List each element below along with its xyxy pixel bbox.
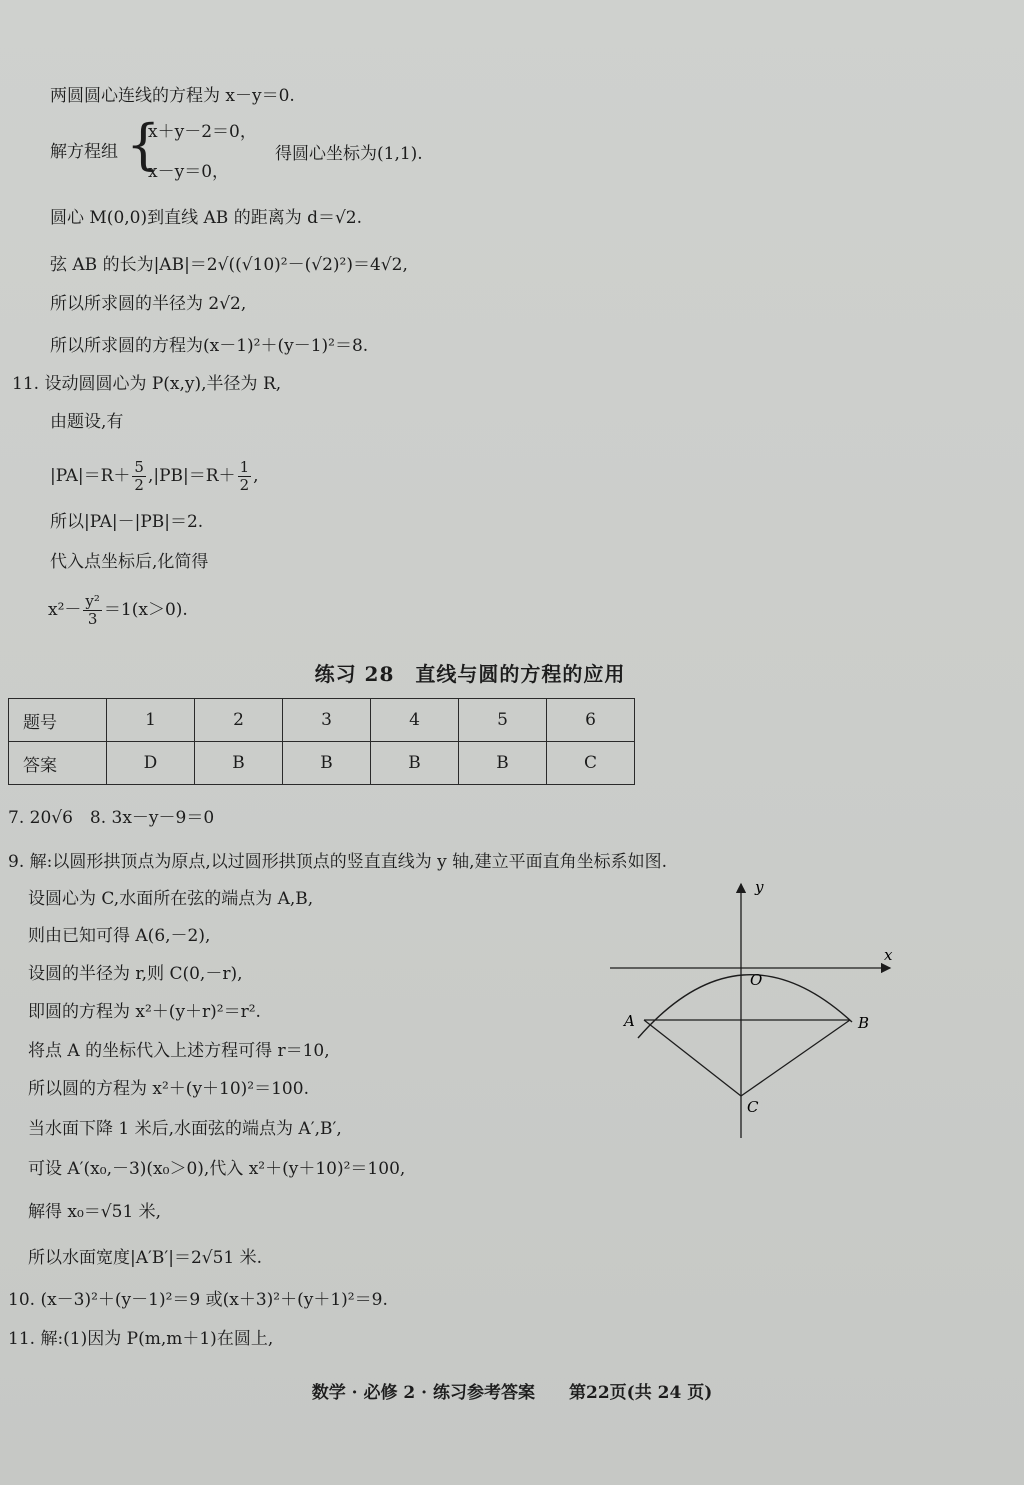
text-line: 所以所求圆的方程为(x－1)²＋(y－1)²＝8. (50, 336, 369, 356)
table-cell: 4 (371, 699, 459, 742)
text-line: 11. 设动圆圆心为 P(x,y),半径为 R, (12, 374, 282, 394)
table-row (9, 742, 635, 785)
label-b: B (858, 1014, 870, 1032)
answer-table (8, 698, 635, 785)
arch-curve (638, 975, 852, 1038)
text-line: 圆心 M(0,0)到直线 AB 的距离为 d＝√2. (50, 208, 363, 228)
text-line: 当水面下降 1 米后,水面弦的端点为 A′,B′, (28, 1119, 342, 1139)
fraction (83, 593, 102, 628)
label-x: x (884, 946, 893, 964)
table-cell: B (283, 742, 371, 785)
fraction (132, 459, 146, 494)
table-cell: 3 (283, 699, 371, 742)
brace-symbol: { (126, 113, 161, 176)
fraction-numerator: 5 (134, 458, 144, 476)
text-line: 所以圆的方程为 x²＋(y＋10)²＝100. (28, 1079, 309, 1099)
fraction-denominator: 2 (134, 476, 144, 494)
fraction-numerator: y² (85, 592, 100, 610)
formula-part: x²－ (48, 600, 82, 620)
label-c: C (747, 1098, 759, 1116)
table-header-cell: 答案 (9, 742, 107, 785)
text-line: 由题设,有 (50, 412, 124, 432)
text-line: 所以水面宽度|A′B′|＝2√51 米. (28, 1248, 263, 1268)
table-cell: B (195, 742, 283, 785)
formula-part: , (253, 466, 259, 486)
segment-bc (741, 1020, 850, 1096)
fraction (238, 459, 252, 494)
formula-part: ＝1(x＞0). (103, 600, 188, 620)
text-line: 所以所求圆的半径为 2√2, (50, 294, 247, 314)
system-suffix: 得圆心坐标为(1,1). (275, 144, 423, 164)
label-a: A (624, 1012, 635, 1030)
table-cell: B (371, 742, 459, 785)
formula-line (48, 590, 188, 630)
page-footer: 数学 · 必修 2 · 练习参考答案 第22页(共 24 页) (311, 1383, 713, 1403)
table-cell: 6 (547, 699, 635, 742)
segment-ac (644, 1020, 741, 1096)
fraction-numerator: 1 (239, 458, 250, 476)
table-row (9, 699, 635, 742)
fraction-denominator: 3 (87, 610, 98, 628)
text-line: 设圆心为 C,水面所在弦的端点为 A,B, (28, 889, 314, 909)
text-line: 所以|PA|－|PB|＝2. (50, 512, 204, 532)
table-cell: 1 (107, 699, 195, 742)
label-y: y (755, 878, 764, 896)
system-eq1: x＋y－2＝0， (148, 122, 257, 142)
text-line: 10. (x－3)²＋(y－1)²＝9 或(x＋3)²＋(y＋1)²＝9. (8, 1290, 388, 1310)
text-line: 代入点坐标后,化简得 (50, 552, 209, 572)
text-line: 即圆的方程为 x²＋(y＋r)²＝r². (28, 1002, 261, 1022)
table-cell: 5 (459, 699, 547, 742)
table-cell: 2 (195, 699, 283, 742)
table-cell: D (107, 742, 195, 785)
coordinate-figure (600, 870, 910, 1150)
system-eq2: x－y＝0， (148, 162, 230, 182)
table-cell: C (547, 742, 635, 785)
formula-part: |PA|＝R＋ (50, 466, 131, 486)
table-cell: B (459, 742, 547, 785)
label-o: O (750, 971, 763, 989)
system-prefix: 解方程组 (50, 142, 118, 162)
formula-line (50, 456, 259, 496)
text-line: 11. 解:(1)因为 P(m,m＋1)在圆上, (8, 1329, 274, 1349)
text-line: 两圆圆心连线的方程为 x－y＝0. (50, 86, 295, 106)
text-line: 9. 解:以圆形拱顶点为原点,以过圆形拱顶点的竖直直线为 y 轴,建立平面直角坐标系如图. (8, 852, 667, 872)
text-line: 将点 A 的坐标代入上述方程可得 r＝10, (28, 1041, 330, 1061)
text-line: 则由已知可得 A(6,－2), (28, 926, 211, 946)
section-title: 练习 28 直线与圆的方程的应用 (314, 662, 626, 686)
formula-part: ,|PB|＝R＋ (147, 466, 236, 486)
text-line: 设圆的半径为 r,则 C(0,－r), (28, 964, 243, 984)
text-line: 弦 AB 的长为|AB|＝2√((√10)²－(√2)²)＝4√2, (50, 255, 408, 275)
text-line: 可设 A′(x₀,－3)(x₀＞0),代入 x²＋(y＋10)²＝100, (28, 1159, 406, 1179)
table-header-cell: 题号 (9, 699, 107, 742)
fraction-denominator: 2 (239, 476, 250, 494)
text-line: 7. 20√6 8. 3x－y－9＝0 (8, 808, 215, 828)
text-line: 解得 x₀＝√51 米, (28, 1202, 162, 1222)
